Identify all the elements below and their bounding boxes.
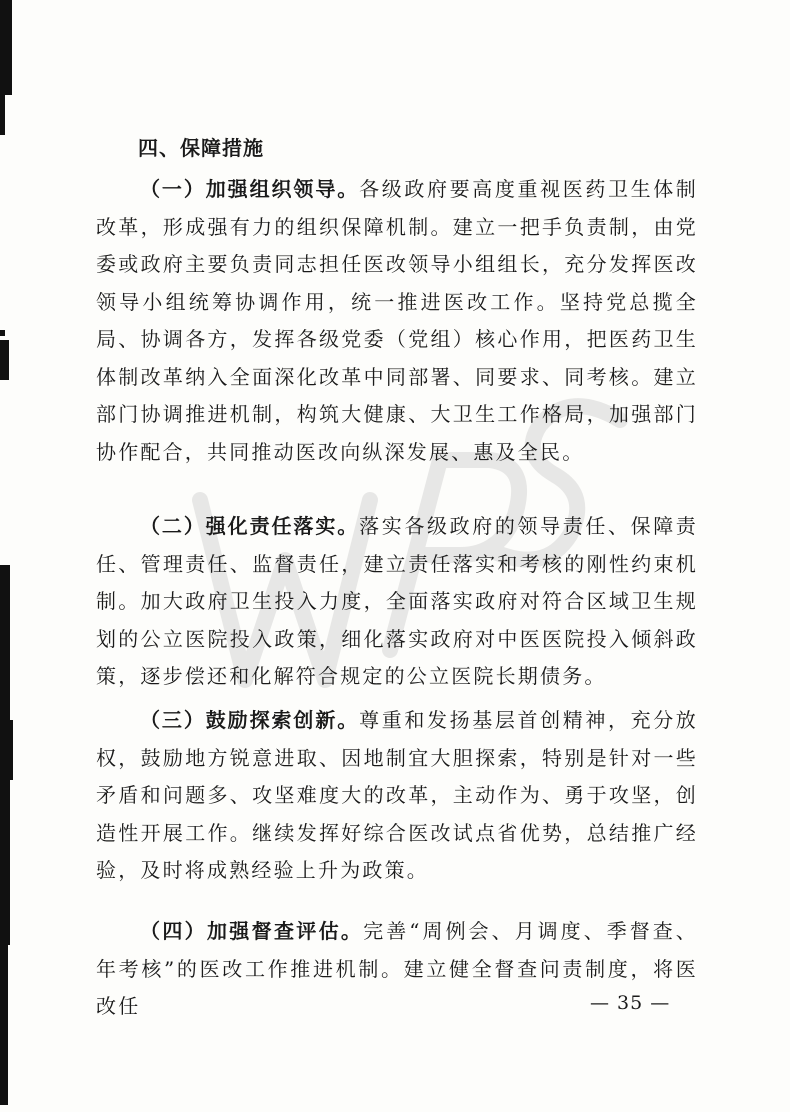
- paragraph-1: [96, 171, 698, 471]
- paragraph-3-lead: （三）鼓励探索创新。: [140, 708, 360, 732]
- paragraph-3: [96, 702, 698, 890]
- page-number: — 35 —: [590, 992, 671, 1014]
- paragraph-2-lead: （二）强化责任落实。: [140, 514, 360, 538]
- paragraph-2-body: 落实各级政府的领导责任、保障责任、管理责任、监督责任，建立责任落实和考核的刚性约束机制。加大政府卫生投入力度，全面落实政府对符合区域卫生规划的公立医院投入政策，细化落实政府对中医医院投入倾斜政策，逐步偿还和化解符合规定的公立医院长期债务。: [96, 514, 699, 688]
- paragraph-4-lead: （四）加强督查评估。: [140, 919, 364, 943]
- section-title: 四、保障措施: [138, 136, 264, 160]
- paragraph-2: [96, 508, 698, 696]
- paragraph-3-body: 尊重和发扬基层首创精神，充分放权，鼓励地方锐意进取、因地制宜大胆探索，特别是针对一些矛盾和问题多、攻坚难度大的改革，主动作为、勇于攻坚，创造性开展工作。继续发挥好综合医改试点省优势，总结推广经验，及时将成熟经验上升为政策。: [96, 708, 699, 882]
- scan-edge-artifacts: [0, 0, 14, 1112]
- paragraph-4-body: 完善“周例会、月调度、季督查、年考核”的医改工作推进机制。建立健全督查问责制度，将医改任: [96, 919, 699, 1018]
- paragraph-1-body: 各级政府要高度重视医药卫生体制改革，形成强有力的组织保障机制。建立一把手负责制，由党委或政府主要负责同志担任医改领导小组组长，充分发挥医改领导小组统筹协调作用，统一推进医改工作。坚持党总揽全局、协调各方，发挥各级党委（党组）核心作用，把医药卫生体制改革纳入全面深化改革中同部署、同要求、同考核。建立部门协调推进机制，构筑大健康、大卫生工作格局，加强部门协作配合，共同推动医改向纵深发展、惠及全民。: [96, 177, 699, 464]
- paragraph-1-lead: （一）加强组织领导。: [140, 177, 360, 201]
